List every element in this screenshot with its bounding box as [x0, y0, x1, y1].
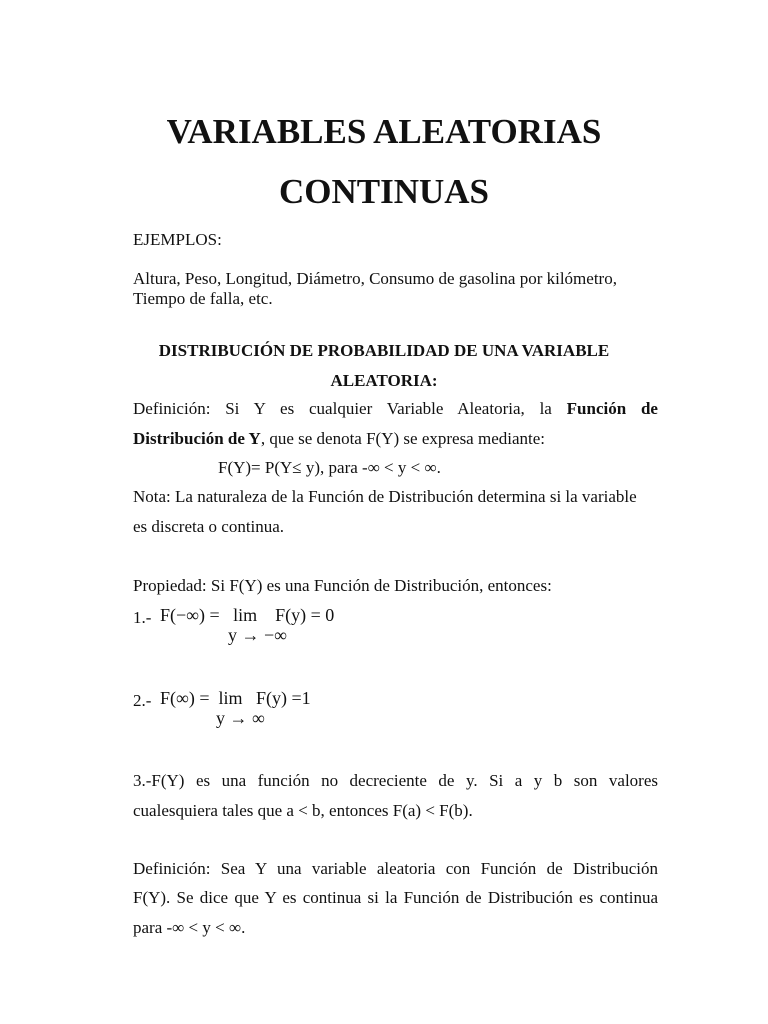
examples-label: EJEMPLOS: [133, 230, 222, 249]
examples-text-line1: Altura, Peso, Longitud, Diámetro, Consumo de gasolina por kilómetro, [133, 269, 617, 288]
definition1-term-cont: Distribución de Y [133, 429, 261, 448]
property3-line2: cualesquiera tales que a < b, entonces F(a) < F(b). [133, 801, 473, 820]
definition2-line2: F(Y). Se dice que Y es continua si la Función de Distribución es continua [133, 888, 658, 907]
property-intro: Propiedad: Si F(Y) es una Función de Distribución, entonces: [133, 576, 552, 595]
page-title-line1: VARIABLES ALEATORIAS [166, 112, 602, 151]
note-line2: es discreta o continua. [133, 517, 285, 536]
section-heading-line1: DISTRIBUCIÓN DE PROBABILIDAD DE UNA VARIABLE [158, 341, 610, 360]
property2-label: 2.- [133, 691, 152, 710]
definition2-line1: Definición: Sea Y una variable aleatoria con Función de Distribución [133, 859, 658, 878]
page-title-line2: CONTINUAS [278, 172, 490, 211]
property1-limit-subscript: y → −∞ [228, 625, 287, 645]
definition1-line1 [133, 399, 658, 419]
definition1-term: Función de [566, 399, 658, 418]
property2-formula: F(∞) = lim F(y) =1 [160, 688, 311, 708]
property2-limit-subscript: y → ∞ [216, 708, 265, 728]
definition1-line2 [133, 429, 545, 449]
property1-label: 1.- [133, 608, 152, 627]
section-heading-line2: ALEATORIA: [330, 371, 438, 390]
definition1-text-cont: , que se denota F(Y) se expresa mediante: [260, 429, 546, 448]
property3-line1: 3.-F(Y) es una función no decreciente de y. Si a y b son valores [133, 771, 658, 790]
note-line1: Nota: La naturaleza de la Función de Distribución determina si la variable [133, 487, 637, 506]
definition1-formula: F(Y)= P(Y≤ y), para -∞ < y < ∞. [218, 458, 441, 477]
property1-formula: F(−∞) = lim F(y) = 0 [160, 605, 335, 625]
examples-text-line2: Tiempo de falla, etc. [133, 289, 273, 308]
definition2-line3: para -∞ < y < ∞. [133, 918, 246, 937]
definition1-text: Definición: Si Y es cualquier Variable Aleatoria, la [133, 399, 567, 418]
